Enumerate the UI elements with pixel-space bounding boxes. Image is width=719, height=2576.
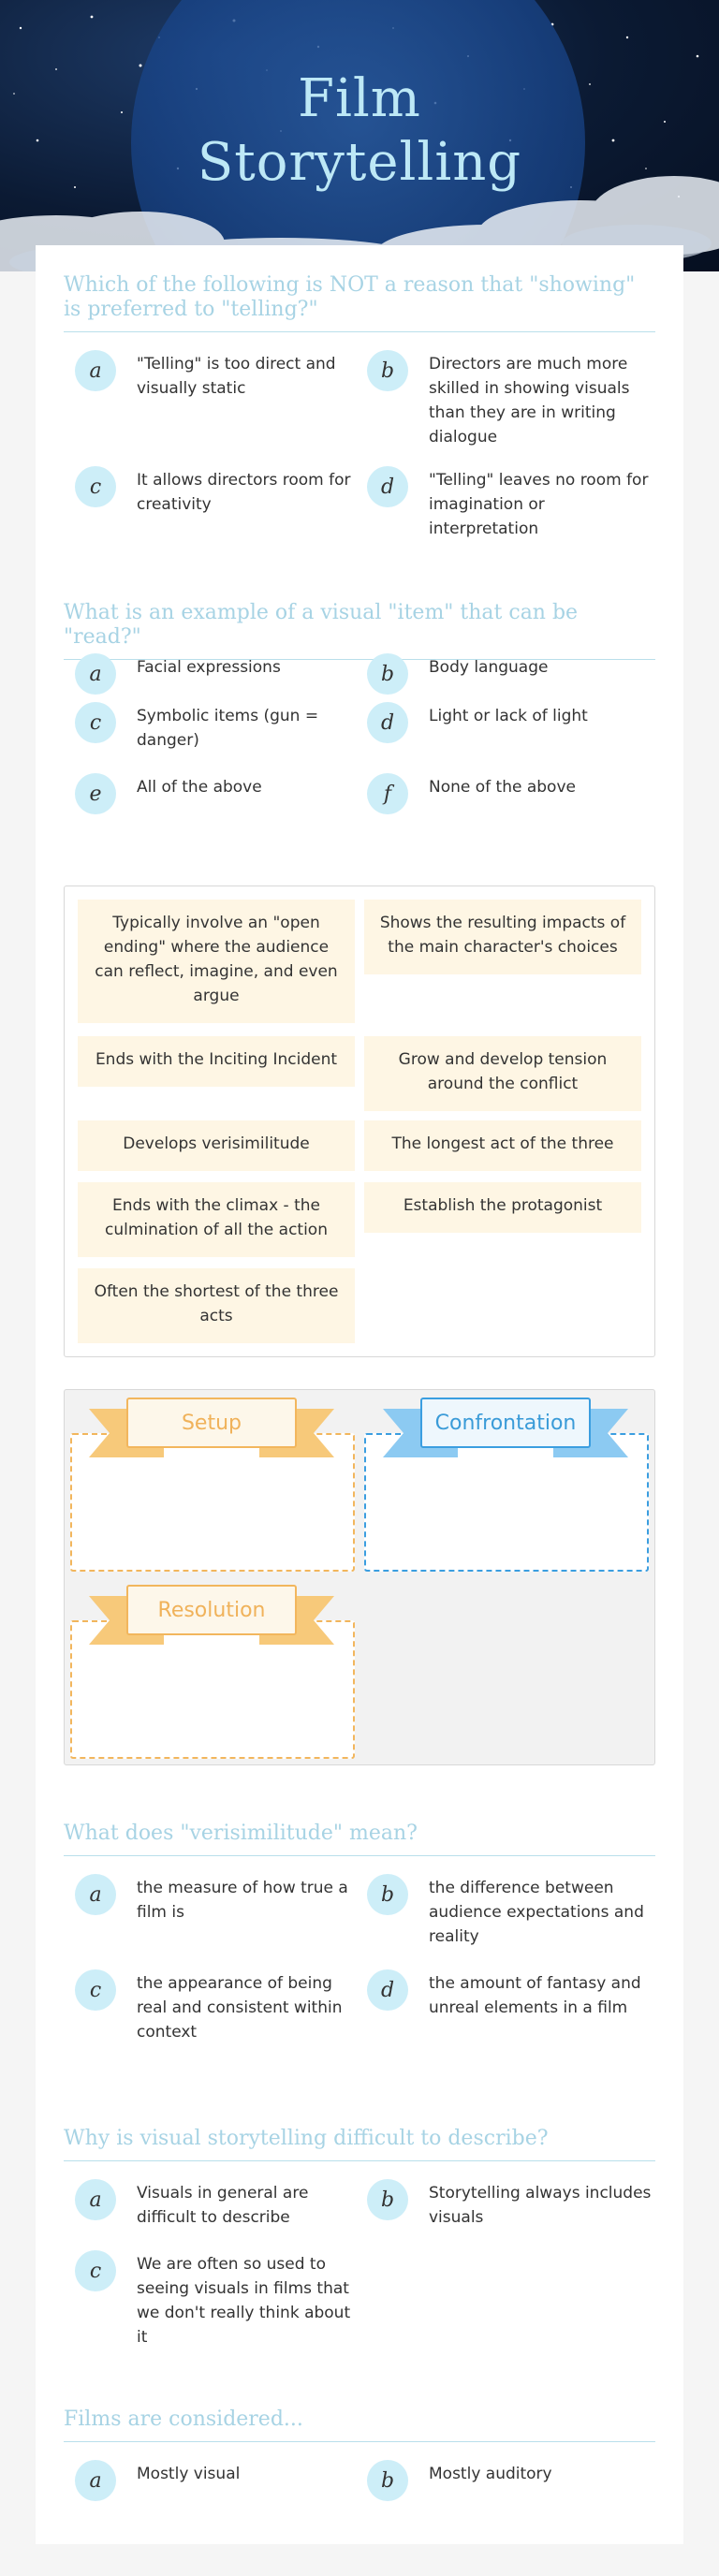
draggable-tile[interactable]: Often the shortest of the three acts [78,1268,355,1343]
option-text: the measure of how true a film is [137,1879,348,1922]
option-text: the appearance of being real and consistent within context [137,1974,343,2042]
question-3 [64,1822,655,1856]
option-letter: b [367,1874,408,1915]
answer-option[interactable] [356,1874,652,1949]
draggable-tile[interactable]: Typically involve an "open ending" where the audience can reflect, imagine, and even argue [78,900,355,1023]
answer-option[interactable] [64,1969,360,2044]
option-letter: e [75,773,116,814]
option-text: Mostly visual [137,2465,241,2483]
option-letter: c [75,2250,116,2291]
zone-label-resolution: Resolution [126,1585,297,1635]
question-title: Which of the following is NOT a reason that "showing" is preferred to "telling?" [64,273,655,332]
option-text: Directors are much more skilled in showing visuals than they are in writing dialogue [429,355,630,446]
draggable-tile[interactable]: Shows the resulting impacts of the main character's choices [364,900,641,974]
option-text: Facial expressions [137,658,281,677]
option-letter: d [367,1969,408,2011]
answer-option[interactable] [356,350,652,449]
option-text: All of the above [137,778,262,797]
zone-label-setup: Setup [126,1398,297,1448]
answer-option[interactable] [356,702,652,743]
question-title: What is an example of a visual "item" that can be "read?" [64,601,655,660]
answer-option[interactable] [356,2460,652,2501]
question-5 [64,2408,655,2442]
option-letter: b [367,350,408,391]
sortable-items-box [64,886,655,1357]
answer-option[interactable] [64,773,360,814]
draggable-tile[interactable]: Develops verisimilitude [78,1120,355,1171]
option-letter: f [367,773,408,814]
question-2 [64,601,655,660]
draggable-tile[interactable]: Establish the protagonist [364,1182,641,1233]
option-letter: b [367,2460,408,2501]
option-letter: d [367,466,408,507]
draggable-tile[interactable]: Ends with the climax - the culmination of all the action [78,1182,355,1257]
option-text: Light or lack of light [429,707,588,725]
answer-option[interactable] [64,653,360,695]
question-title: What does "verisimilitude" mean? [64,1822,655,1856]
title-line-1: Film [298,68,421,129]
hero-banner [0,0,719,271]
option-letter: a [75,2460,116,2501]
option-letter: c [75,1969,116,2011]
content-card [36,245,683,2544]
answer-option[interactable] [64,466,360,517]
option-text: Storytelling always includes visuals [429,2184,652,2227]
answer-option[interactable] [64,1874,360,1925]
option-text: We are often so used to seeing visuals in films that we don't really think about it [137,2255,351,2347]
answer-option[interactable] [356,2179,652,2230]
draggable-tile[interactable]: Grow and develop tension around the conflict [364,1036,641,1111]
option-letter: b [367,653,408,695]
question-title: Why is visual storytelling difficult to describe? [64,2127,655,2161]
draggable-tile[interactable]: Ends with the Inciting Incident [78,1036,355,1087]
answer-option[interactable] [64,2460,360,2501]
option-letter: b [367,2179,408,2220]
answer-option[interactable] [64,2250,360,2349]
answer-option[interactable] [356,773,652,814]
option-text: None of the above [429,778,576,797]
option-text: "Telling" leaves no room for imagination or interpretation [429,471,649,538]
answer-option[interactable] [64,350,360,401]
option-text: Symbolic items (gun = danger) [137,707,319,750]
page-title [0,67,719,195]
answer-option[interactable] [64,702,360,753]
option-text: the difference between audience expectations and reality [429,1879,644,1946]
option-letter: a [75,653,116,695]
option-letter: d [367,702,408,743]
question-1 [64,273,655,332]
option-text: Mostly auditory [429,2465,552,2483]
option-text: the amount of fantasy and unreal elements in a film [429,1974,641,2017]
option-letter: a [75,1874,116,1915]
option-letter: c [75,466,116,507]
option-letter: c [75,702,116,743]
answer-option[interactable] [356,466,652,541]
title-line-2: Storytelling [197,132,522,193]
answer-option[interactable] [356,1969,652,2020]
option-text: Body language [429,658,549,677]
question-4 [64,2127,655,2161]
option-letter: a [75,350,116,391]
option-letter: a [75,2179,116,2220]
option-text: Visuals in general are difficult to describe [137,2184,309,2227]
answer-option[interactable] [356,653,652,695]
option-text: It allows directors room for creativity [137,471,351,514]
drop-zones-box [64,1389,655,1765]
draggable-tile[interactable]: The longest act of the three [364,1120,641,1171]
answer-option[interactable] [64,2179,360,2230]
question-title: Films are considered... [64,2408,655,2442]
option-text: "Telling" is too direct and visually static [137,355,336,398]
zone-label-confrontation: Confrontation [420,1398,591,1448]
